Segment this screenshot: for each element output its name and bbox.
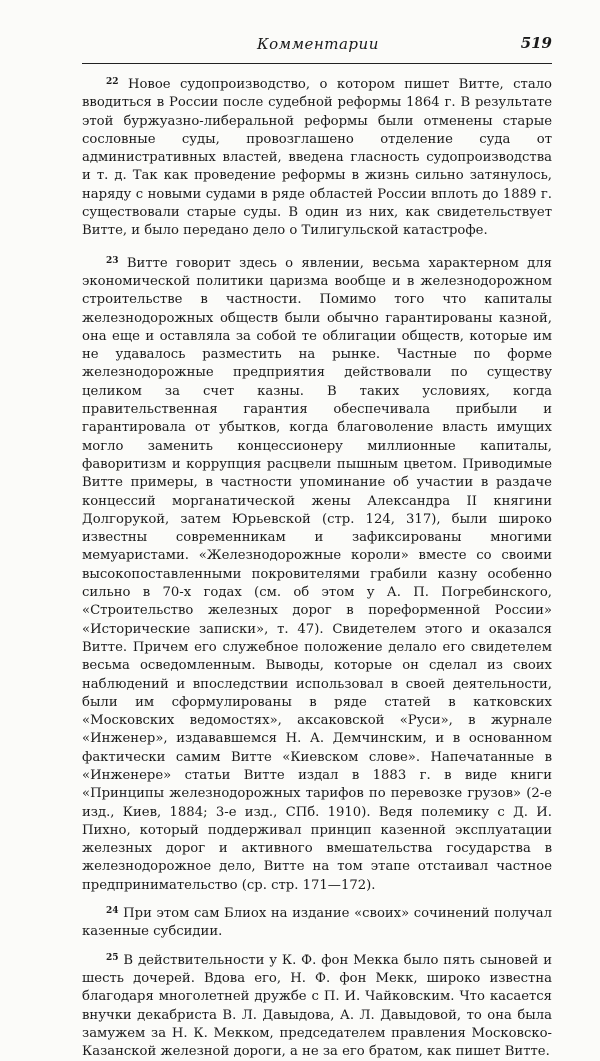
footnote-24 [82,905,552,942]
footnote-number: 25 [106,952,119,963]
footnote-23 [82,255,552,895]
running-header [82,28,552,56]
footnote-text: Витте говорит здесь о явлении, весьма характерном для экономической политики царизма вообще и в железнодорожном строительстве в частности. Помимо того что капиталы железнодорожных обществ были обычно гарантированы казной, она еще и оставляла за собой те облигации обществ, которые им не удавалось разместить на рынке. Частные по форме железнодорожные предприятия действовали по существу целиком за счет казны. В таких условиях, когда правительственная гарантия обеспечивала прибыли и гарантировала от убытков, когда благоволение власть имущих могло заменить концессионеру миллионные капиталы, фаворитизм и коррупция расцвели пышным цветом. Приводимые Витте примеры, в частности упоминание об участии в раздаче концессий морганатической жены Александра II княгини Долгорукой, затем Юрьевской (стр. 124, 317), были широко известны современникам и зафиксированы многими мемуаристами. «Железнодорожные короли» вместе со своими высокопоставленными покровителями грабили казну особенно сильно в 70-х годах (см. об этом у А. П. Погребинского, «Строительство железных дорог в пореформенной России» «Исторические записки», т. 47). Свидетелем этого и оказался Витте. Причем его служебное положение делало его свидетелем весьма осведомленным. Выводы, которые он сделал из своих наблюдений и впоследствии использовал в своей деятельности, были им сформулированы в ряде статей в катковских «Московских ведомостях», аксаковской «Руси», в журнале «Инженер», издававшемся Н. А. Демчинским, и в основанном фактически самим Витте «Киевском слове». Напечатанные в «Инженере» статьи Витте издал в 1883 г. в виде книги «Принципы железнодорожных тарифов по перевозке грузов» (2-е изд., Киев, 1884; 3-е изд., СПб. 1910). Ведя полемику с Д. И. Пихно, который поддерживал принцип казенной эксплуатации железных дорог и активного вмешательства государства в железнодорожное дело, Витте на том этапе отстаивал частное предпринимательство (ср. стр. 171—172). [82,255,552,893]
footnote-text: В действительности у К. Ф. фон Мекка было пять сыновей и шесть дочерей. Вдова его, Н. Ф. фон Мекк, широко известна благодаря многолетней дружбе с П. И. Чайковским. Что касается внучки декабриста В. Л. Давыдова, А. Л. Давыдовой, то она была замужем за Н. К. Мекком, председателем правления Московско-Казанской железной дороги, а не за его братом, как пишет Витте. [82,952,552,1060]
header-rule [82,63,552,64]
footnote-text: Новое судопроизводство, о котором пишет Витте, стало вводиться в России после судебной реформы 1864 г. В результате этой буржуазно-либеральной реформы были отменены старые сословные суды, провозглашено отделение суда от административных властей, введена гласность судопроизводства и т. д. Так как проведение реформы в жизнь сильно затянулось, наряду с новыми судами в ряде областей России вплоть до 1889 г. существовали старые суды. В один из них, как свидетельствует Витте, и было передано дело о Тилигульской катастрофе. [82,77,552,239]
header-title: Комментарии [257,35,379,53]
footnote-number: 22 [106,77,119,87]
page-number: 519 [520,34,552,52]
footnote-number: 24 [106,906,119,917]
footnote-text: При этом сам Блиох на издание «своих» сочинений получал казенные субсидии. [82,906,552,940]
footnote-25 [82,952,552,1061]
footnote-22 [82,76,552,241]
commentary-notes [82,76,552,1061]
footnote-number: 23 [106,255,119,266]
